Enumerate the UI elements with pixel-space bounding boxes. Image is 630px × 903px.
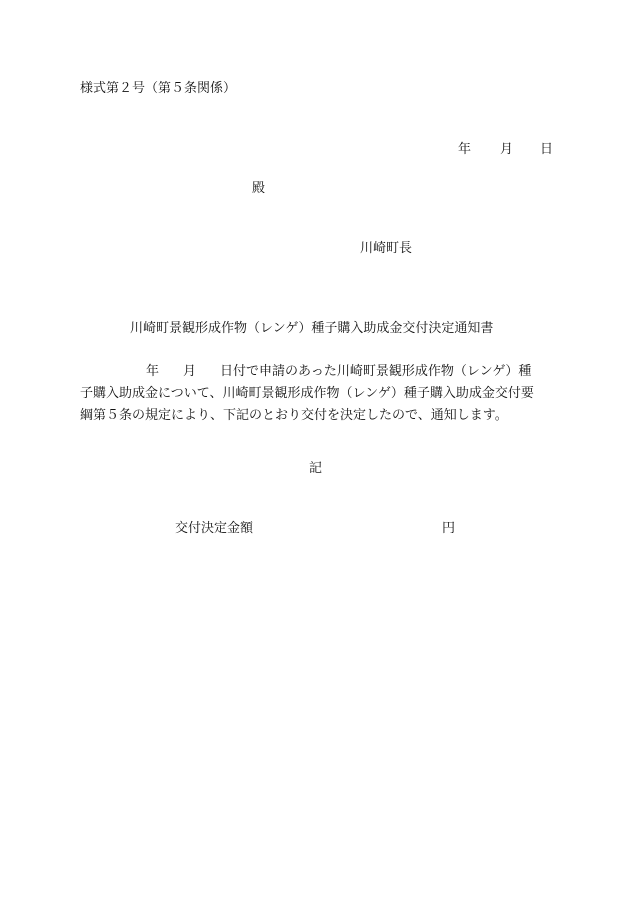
- grant-amount-unit: 円: [442, 521, 456, 536]
- body-month-label: 月: [183, 364, 197, 379]
- notice-body: [80, 361, 552, 427]
- issuer-name: 川崎町長: [360, 241, 413, 256]
- date-day-label: 日: [540, 142, 554, 157]
- body-year-label: 年: [146, 364, 160, 379]
- date-year-label: 年: [458, 142, 472, 157]
- document-title: 川崎町景観形成作物（レンゲ）種子購入助成金交付決定通知書: [130, 321, 494, 336]
- ki-heading: 記: [309, 461, 323, 476]
- addressee-honorific: 殿: [252, 181, 266, 196]
- body-line-1-text: 日付で申請のあった川崎町景観形成作物（レンゲ）種: [220, 364, 532, 379]
- form-number: 様式第２号（第５条関係）: [80, 81, 237, 96]
- notice-body-line-2: 子購入助成金について、川崎町景観形成作物（レンゲ）種子購入助成金交付要: [80, 386, 534, 401]
- notice-body-line-1: [80, 361, 552, 383]
- notice-body-line-3: 綱第５条の規定により、下記のとおり交付を決定したので、通知します。: [80, 408, 508, 423]
- grant-amount-label: 交付決定金額: [175, 521, 254, 536]
- date-month-label: 月: [500, 142, 514, 157]
